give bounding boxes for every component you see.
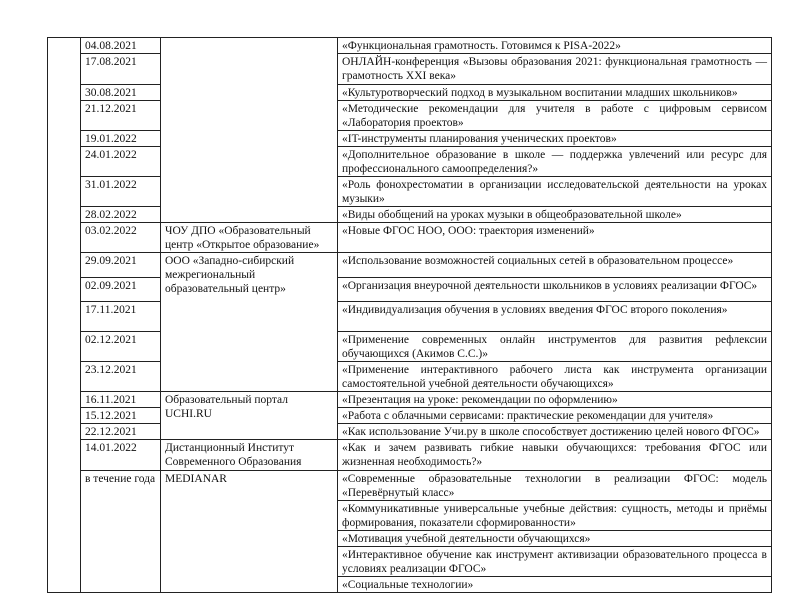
date-cell: 31.01.2022 [81, 177, 161, 207]
table-row [48, 38, 772, 54]
table-row [48, 440, 772, 471]
table-row [48, 85, 772, 101]
date-cell: 15.12.2021 [81, 408, 161, 424]
date-cell: 22.12.2021 [81, 424, 161, 440]
org-cell: ООО «Западно-сибирский межрегиональный образовательный центр» [161, 253, 338, 392]
topic-cell: «Как использование Учи.ру в школе способствует достижению целей нового ФГОС» [338, 424, 772, 440]
date-cell: 28.02.2022 [81, 207, 161, 223]
date-cell: 17.08.2021 [81, 54, 161, 85]
date-cell: 21.12.2021 [81, 101, 161, 131]
date-cell: 23.12.2021 [81, 362, 161, 392]
table-row [48, 408, 772, 424]
org-cell: MEDIANAR [161, 471, 338, 593]
table-row [48, 54, 772, 85]
topic-cell: «Методические рекомендации для учителя в работе с цифровым сервисом «Лаборатория проектов» [338, 101, 772, 131]
table-row [48, 278, 772, 302]
topic-cell: «Работа с облачными сервисами: практические рекомендации для учителя» [338, 408, 772, 424]
topic-cell: «Как и зачем развивать гибкие навыки обучающихся: требования ФГОС или жизненная необходимость?» [338, 440, 772, 471]
topic-cell: «Применение интерактивного рабочего листа как инструмента организации самостоятельной учебной деятельности обучающихся» [338, 362, 772, 392]
topic-cell: «Использование возможностей социальных сетей в образовательном процессе» [338, 253, 772, 278]
table-row [48, 362, 772, 392]
topic-cell: «Презентация на уроке: рекомендации по оформлению» [338, 392, 772, 408]
org-cell: Образовательный портал UCHI.RU [161, 392, 338, 440]
topic-cell: ОНЛАЙН-конференция «Вызовы образования 2021: функциональная грамотность — грамотность XXI века» [338, 54, 772, 85]
table-row [48, 332, 772, 362]
table-row [48, 392, 772, 408]
table-row [48, 223, 772, 253]
index-cell [48, 38, 81, 593]
topic-cell: «Мотивация учебной деятельности обучающихся» [338, 531, 772, 547]
topic-cell: «IT-инструменты планирования ученических проектов» [338, 131, 772, 147]
org-cell: ЧОУ ДПО «Образовательный центр «Открытое образование» [161, 223, 338, 253]
org-cell: Дистанционный Институт Современного Образования [161, 440, 338, 471]
date-cell: 30.08.2021 [81, 85, 161, 101]
topic-cell: «Культуротворческий подход в музыкальном воспитании младших школьников» [338, 85, 772, 101]
table-row [48, 253, 772, 278]
date-cell: 03.02.2022 [81, 223, 161, 253]
date-cell: 14.01.2022 [81, 440, 161, 471]
events-table [47, 37, 772, 593]
date-cell: 02.09.2021 [81, 278, 161, 302]
topic-cell: «Социальные технологии» [338, 577, 772, 593]
table-row [48, 131, 772, 147]
topic-cell: «Применение современных онлайн инструментов для развития рефлексии обучающихся (Акимов С.С.)» [338, 332, 772, 362]
date-cell: в течение года [81, 471, 161, 593]
topic-cell: «Виды обобщений на уроках музыки в общеобразовательной школе» [338, 207, 772, 223]
table-row [48, 471, 772, 501]
topic-cell: «Коммуникативные универсальные учебные действия: сущность, методы и приёмы формирования, показатели сформированности» [338, 501, 772, 531]
table-row [48, 207, 772, 223]
table-row [48, 302, 772, 332]
topic-cell: «Современные образовательные технологии в реализации ФГОС: модель «Перевёрнутый класс» [338, 471, 772, 501]
date-cell: 16.11.2021 [81, 392, 161, 408]
table-row [48, 424, 772, 440]
date-cell: 17.11.2021 [81, 302, 161, 332]
table-row [48, 101, 772, 131]
topic-cell: «Интерактивное обучение как инструмент активизации образовательного процесса в условиях реализации ФГОС» [338, 547, 772, 577]
table-row [48, 177, 772, 207]
org-cell [161, 38, 338, 223]
topic-cell: «Новые ФГОС НОО, ООО: траектория изменений» [338, 223, 772, 253]
topic-cell: «Организация внеурочной деятельности школьников в условиях реализации ФГОС» [338, 278, 772, 302]
date-cell: 29.09.2021 [81, 253, 161, 278]
topic-cell: «Дополнительное образование в школе — поддержка увлечений или ресурс для профессионального самоопределения?» [338, 147, 772, 177]
topic-cell: «Индивидуализация обучения в условиях введения ФГОС второго поколения» [338, 302, 772, 332]
date-cell: 02.12.2021 [81, 332, 161, 362]
topic-cell: «Функциональная грамотность. Готовимся к PISA-2022» [338, 38, 772, 54]
date-cell: 19.01.2022 [81, 131, 161, 147]
topic-cell: «Роль фонохрестоматии в организации исследовательской деятельности на уроках музыки» [338, 177, 772, 207]
date-cell: 04.08.2021 [81, 38, 161, 54]
table-row [48, 147, 772, 177]
date-cell: 24.01.2022 [81, 147, 161, 177]
